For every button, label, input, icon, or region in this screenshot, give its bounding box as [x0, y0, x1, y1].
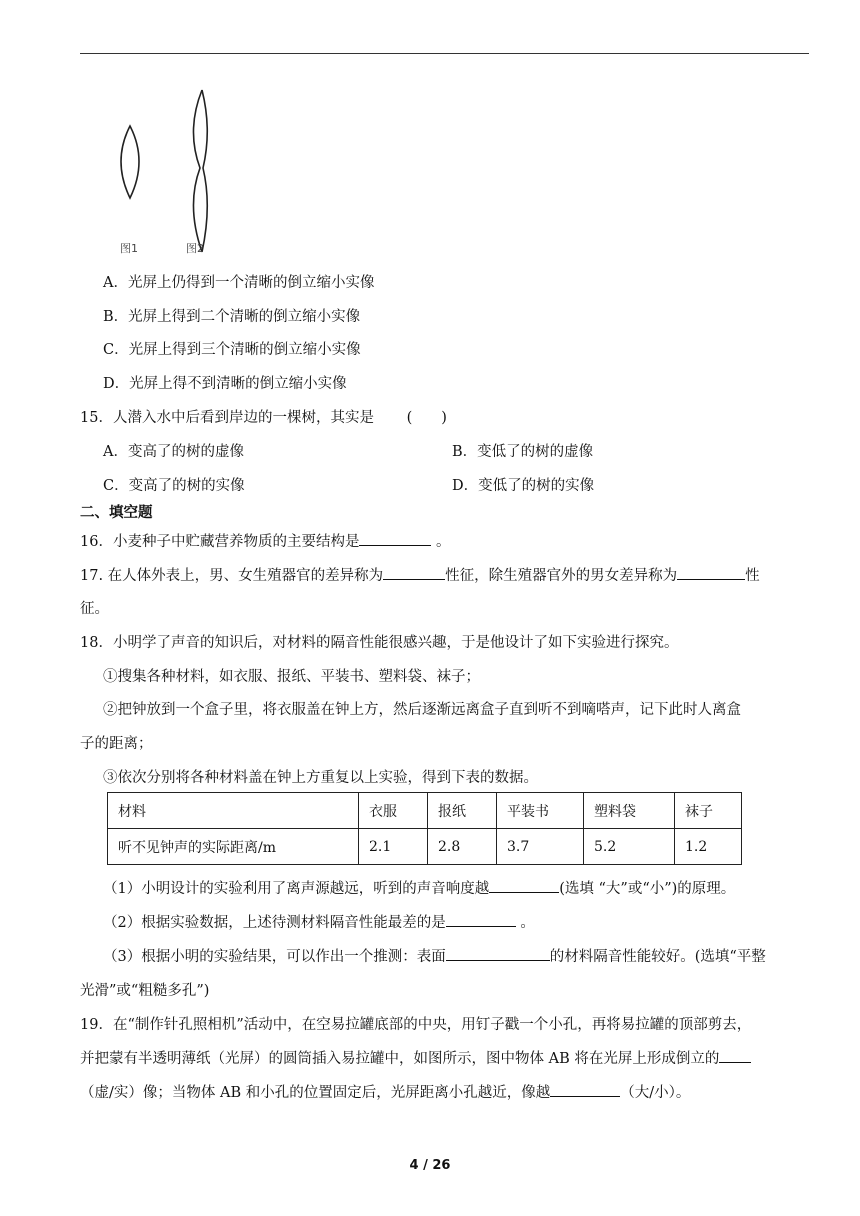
q19-line-1: 19．在“制作针孔照相机”活动中，在空易拉罐底部的中央，用钉子戳一个小孔，再将易拉罐的顶部剪去， — [80, 1017, 752, 1033]
answer-blank[interactable] — [550, 1082, 620, 1097]
q19-text-1: 并把蒙有半透明薄纸（光屏）的圆筒插入易拉罐中，如图所示，图中物体 AB 将在光屏上形成倒立的 — [80, 1051, 720, 1067]
table-cell: 5.2 — [584, 829, 675, 865]
answer-blank[interactable] — [383, 565, 445, 580]
q19-line-3 — [80, 1081, 690, 1102]
q15-stem — [80, 406, 447, 427]
q17-text-3: 性 — [745, 568, 760, 584]
q15-option-b: B．变低了的树的虚像 — [452, 444, 594, 460]
q18-sub2-end: 。 — [515, 915, 535, 931]
table-cell: 2.8 — [428, 829, 497, 865]
q16 — [80, 530, 451, 551]
q18-sub1-end: (选填 “大”或“小”)的原理。 — [559, 881, 736, 897]
q18-sub-2 — [103, 911, 535, 932]
q18-sub-3 — [103, 945, 766, 966]
q14-option-d: D．光屏上得不到清晰的倒立缩小实像 — [103, 376, 347, 392]
answer-blank[interactable] — [446, 912, 516, 927]
table-cell: 袜子 — [675, 793, 742, 829]
q15-stem-text: 15．人潜入水中后看到岸边的一棵树，其实是 — [80, 410, 374, 426]
table-cell: 听不见钟声的实际距离/m — [108, 829, 359, 865]
q17-text-2: 性征，除生殖器官外的男女差异称为 — [445, 568, 678, 584]
q17-text-1: 17. 在人体外表上，男、女生殖器官的差异称为 — [80, 568, 384, 584]
q19-line-2 — [80, 1047, 751, 1068]
table-cell: 塑料袋 — [584, 793, 675, 829]
answer-blank[interactable] — [446, 946, 550, 961]
q18-step-3: ③依次分别将各种材料盖在钟上方重复以上实验，得到下表的数据。 — [103, 770, 538, 786]
q16-end: 。 — [431, 534, 451, 550]
header-rule — [80, 53, 809, 54]
answer-blank[interactable] — [719, 1048, 751, 1063]
answer-blank[interactable] — [489, 878, 559, 893]
split-lens-shape — [193, 90, 202, 252]
figure-label-1: 图1 — [120, 242, 138, 255]
q18-sub2-text: （2）根据实验数据，上述待测材料隔音性能最差的是 — [103, 915, 446, 931]
q14-option-b: B．光屏上得到二个清晰的倒立缩小实像 — [103, 309, 361, 325]
table-cell: 报纸 — [428, 793, 497, 829]
q15-option-d: D．变低了的树的实像 — [452, 478, 595, 494]
q14-option-a: A．光屏上仍得到一个清晰的倒立缩小实像 — [103, 275, 375, 291]
q18-step-1: ①搜集各种材料，如衣服、报纸、平装书、塑料袋、袜子； — [103, 669, 480, 685]
table-cell: 1.2 — [675, 829, 742, 865]
convex-lens-shape — [121, 126, 139, 198]
answer-blank[interactable] — [359, 531, 431, 546]
q18-stem: 18．小明学了声音的知识后，对材料的隔音性能很感兴趣，于是他设计了如下实验进行探究。 — [80, 635, 679, 651]
q15-option-a: A．变高了的树的虚像 — [103, 444, 244, 460]
table-cell: 平装书 — [497, 793, 584, 829]
q18-sub-1 — [103, 877, 735, 898]
q15-answer-paren: ( ) — [406, 410, 447, 426]
figure-label-2: 图2 — [186, 242, 204, 255]
answer-blank[interactable] — [677, 565, 745, 580]
q18-step-2: ②把钟放到一个盒子里，将衣服盖在钟上方，然后逐渐远离盒子直到听不到嘀嗒声，记下此时人离盒 — [103, 702, 741, 718]
q17 — [80, 564, 760, 585]
q18-sub3-end: 的材料隔音性能较好。(选填“平整 — [549, 949, 766, 965]
q19-text-2: （虚/实）像；当物体 AB 和小孔的位置固定后，光屏距离小孔越近，像越 — [80, 1085, 551, 1101]
q18-sub3-text: （3）根据小明的实验结果，可以作出一个推测：表面 — [103, 949, 446, 965]
q15-option-c: C．变高了的树的实像 — [103, 478, 245, 494]
q14-option-c: C．光屏上得到三个清晰的倒立缩小实像 — [103, 342, 361, 358]
page-number: 4 / 26 — [409, 1158, 451, 1173]
data-table — [107, 792, 742, 865]
lens-figure — [108, 86, 218, 258]
table-row — [108, 829, 742, 865]
q18-sub1-text: （1）小明设计的实验利用了离声源越远，听到的声音响度越 — [103, 881, 490, 897]
table-cell: 衣服 — [359, 793, 428, 829]
section-title: 二、填空题 — [80, 505, 153, 521]
q19-text-3: （大/小）。 — [620, 1085, 691, 1101]
q16-text: 16．小麦种子中贮藏营养物质的主要结构是 — [80, 534, 360, 550]
table-header-row — [108, 793, 742, 829]
table-cell: 材料 — [108, 793, 359, 829]
q17-line2: 征。 — [80, 601, 109, 617]
q18-sub-3-cont: 光滑”或“粗糙多孔”) — [80, 983, 210, 999]
table-cell: 2.1 — [359, 829, 428, 865]
q18-step-2-cont: 子的距离； — [80, 736, 153, 752]
table-cell: 3.7 — [497, 829, 584, 865]
